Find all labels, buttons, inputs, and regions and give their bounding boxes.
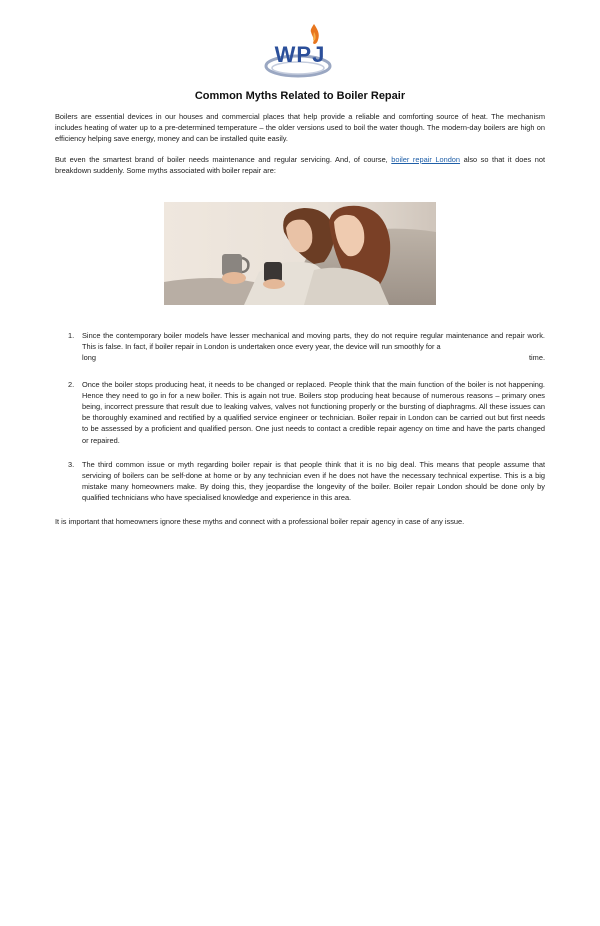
page-title: Common Myths Related to Boiler Repair (194, 90, 406, 102)
list-number: 1. (68, 331, 75, 340)
myth-text: The third common issue or myth regarding boiler repair is that people think that it is no big deal. This means that people assume that servicing of boilers can be self-done at home or by any technician even if he does not have the necessary technical expertise. This is a big mistake many homeowners make. By doing this, they jeopardise the longevity of the boiler. Boiler repair London should be done only by qualified technicians who have specialised knowledge and experience in this area. (82, 459, 545, 503)
intro-p2-before: But even the smartest brand of boiler needs maintenance and regular servicing. And, of course, (55, 155, 392, 164)
women-relaxing-photo (164, 202, 436, 305)
myth-end-right: time. (528, 353, 545, 363)
wpj-logo (262, 22, 338, 82)
boiler-repair-london-link[interactable]: boiler repair London (391, 155, 461, 164)
myth-end-left: long (82, 353, 96, 363)
list-item (55, 459, 545, 504)
list-number: 3. (68, 459, 75, 469)
list-item (55, 379, 545, 446)
myth-text: Since the contemporary boiler models have lesser mechanical and moving parts, they do not require regular maintenance and repair work. This is false. In fact, if boiler repair in London is undertaken once every year, the device will run smoothly for a (82, 331, 545, 352)
logo-text: WPJ (274, 42, 326, 67)
myths-list (55, 330, 545, 504)
list-item (55, 330, 545, 364)
myth-text: Once the boiler stops producing heat, it needs to be changed or replaced. People think that the main function of the boiler is not happening. Hence they need to go in for a new boiler. This is again not true. Boilers stop producing heat because of numerous reasons – primary ones being, incorrect pressure that result due to leaking valves, valves not functioning properly or the bursting of diaphragms. All these issues can be thoroughly examined and rectified by a qualified service engineer or technician. Boiler repair in London can be carried out but first needs to be assessed by a proficient and qualified person. One just needs to contact a credible repair agency on time and have the parts changed or repaired. (82, 379, 545, 445)
intro-paragraph-1: Boilers are essential devices in our houses and commercial places that help provide a reliable and comforting source of heat. The mechanism includes heating of water up to a pre-determined temperature – the older versions used to boil the water though. The modern-day boilers are high on efficiency helping save energy, money and can be installed quite easily. (55, 112, 545, 144)
list-number: 2. (68, 379, 75, 389)
intro-p2-after: also so that it does not breakdown suddenly. Some myths associated with boiler repair are: (55, 155, 546, 176)
myth-last-line (82, 352, 545, 363)
intro-paragraph-2 (55, 154, 545, 176)
closing-paragraph: It is important that homeowners ignore these myths and connect with a professional boiler repair agency in case of any issue. (55, 517, 465, 526)
